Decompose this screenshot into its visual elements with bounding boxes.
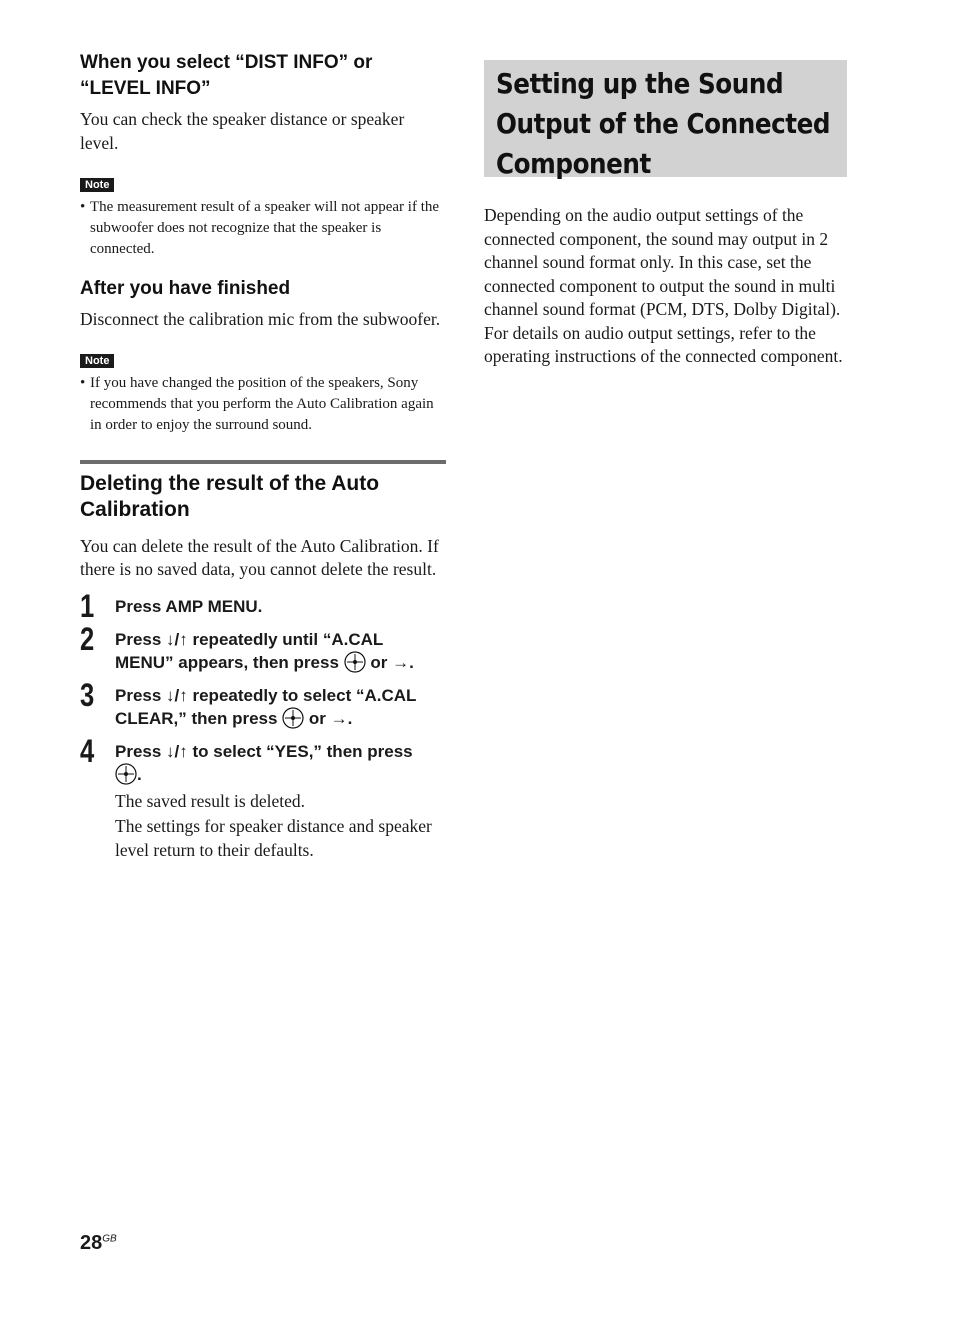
bullet-icon: •: [80, 199, 86, 215]
step-number: 2: [80, 621, 95, 657]
left-column: [80, 50, 446, 863]
after-finished-heading: After you have finished: [80, 278, 291, 299]
after-finished-body: Disconnect the calibration mic from the subwoofer.: [80, 309, 441, 329]
step-instruction: Press ↓/↑ repeatedly until “A.CAL MENU” appears, then press or →.: [115, 630, 414, 672]
step-result: The settings for speaker distance and speaker level return to their defaults.: [115, 815, 432, 860]
note-item: [80, 373, 446, 436]
section-title: Setting up the Sound Output of the Connected Component: [496, 67, 831, 180]
deleting-body: You can delete the result of the Auto Calibration. If there is no saved data, you cannot delete the result.: [80, 535, 439, 579]
right-column: [484, 60, 847, 369]
step-instruction: Press ↓/↑ to select “YES,” then press .: [115, 742, 413, 784]
page-number: $28^{GB}$: [80, 1232, 117, 1254]
page-suffix: GB: [102, 1233, 117, 1245]
step-number: 4: [80, 733, 95, 769]
step-result: The saved result is deleted.: [115, 791, 306, 811]
step-1: [80, 587, 446, 624]
step-3: [80, 677, 446, 730]
enter-button-icon: [115, 763, 137, 785]
step-number: 3: [80, 677, 95, 713]
bullet-icon: •: [80, 374, 86, 391]
note-list: [80, 373, 446, 436]
enter-button-icon: [344, 651, 366, 673]
note-text: If you have changed the position of the speakers, Sony recommends that you perform the Auto Calibration again in order to enjoy the surround sound.: [90, 374, 434, 433]
step-2: [80, 621, 446, 674]
section-header-box: [484, 60, 847, 180]
step-instruction: Press AMP MENU.: [115, 596, 263, 616]
note-badge: Note: [80, 354, 114, 368]
deleting-heading: Deleting the result of the Auto Calibration: [80, 471, 380, 521]
note-item: [80, 197, 446, 260]
step-4: [80, 733, 446, 863]
note-list: [80, 197, 446, 260]
note-badge: Note: [80, 178, 114, 192]
note-text: The measurement result of a speaker will not appear if the subwoofer does not recognize that the speaker is connected.: [90, 199, 440, 257]
step-instruction: Press ↓/↑ repeatedly to select “A.CAL CLEAR,” then press or →.: [115, 686, 417, 728]
section-body: Depending on the audio output settings of the connected component, the sound may output in 2 channel sound format only. In this case, set the connected component to output the sound in multi channel sound format (PCM, DTS, Dolby Digital). For details on audio output settings, refer to the operating instructions of the connected component.: [484, 205, 843, 366]
dist-info-heading: When you select “DIST INFO” or “LEVEL INFO”: [80, 52, 373, 99]
section-divider: [80, 460, 446, 464]
enter-button-icon: [282, 707, 304, 729]
step-number: 1: [80, 587, 95, 624]
dist-info-body: You can check the speaker distance or speaker level.: [80, 109, 405, 153]
